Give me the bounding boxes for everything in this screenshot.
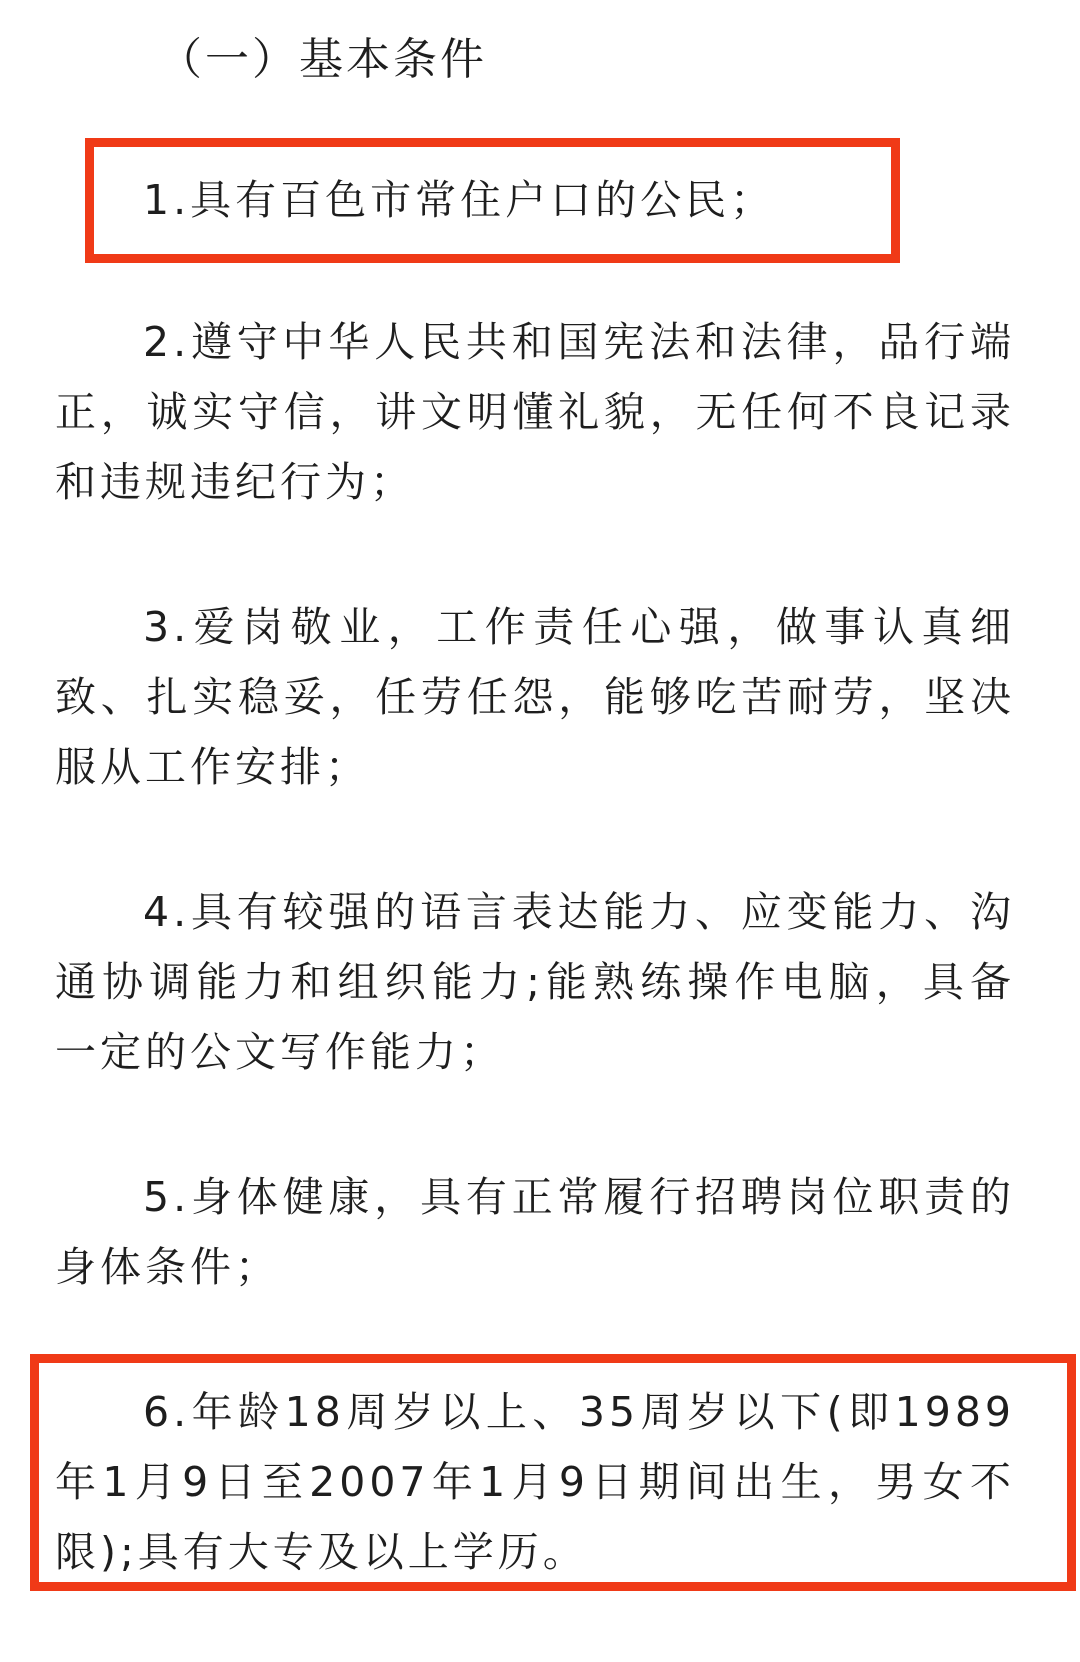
condition-item-1: 1.具有百色市常住户口的公民； bbox=[143, 176, 776, 224]
condition-item-4: 4.具有较强的语言表达能力、应变能力、沟通协调能力和组织能力;能熟练操作电脑，具备一定的公文写作能力； bbox=[55, 888, 1015, 1076]
section-heading: （一）基本条件 bbox=[158, 34, 487, 85]
condition-item-3: 3.爱岗敬业，工作责任心强，做事认真细致、扎实稳妥，任劳任怨，能够吃苦耐劳，坚决服从工作安排； bbox=[55, 603, 1015, 791]
highlight-box-condition-6 bbox=[30, 1354, 1076, 1591]
condition-item-5: 5.身体健康，具有正常履行招聘岗位职责的身体条件； bbox=[55, 1173, 1015, 1291]
condition-item-6: 6.年龄18周岁以上、35周岁以下(即1989年1月9日至2007年1月9日期间出生，男女不限);具有大专及以上学历。 bbox=[55, 1388, 1015, 1576]
highlight-box-condition-1 bbox=[85, 138, 900, 263]
condition-item-2: 2.遵守中华人民共和国宪法和法律，品行端正，诚实守信，讲文明懂礼貌，无任何不良记录和违规违纪行为； bbox=[55, 318, 1015, 506]
